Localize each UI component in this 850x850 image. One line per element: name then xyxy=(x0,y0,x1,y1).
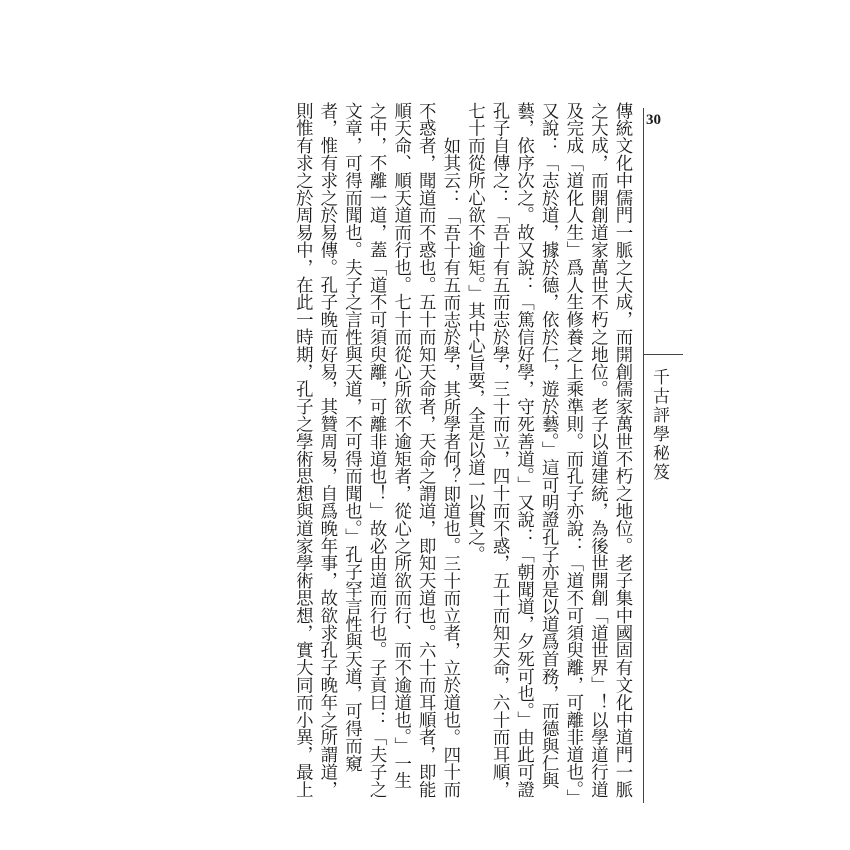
margin-rule xyxy=(643,108,644,803)
vertical-text-body xyxy=(206,102,634,802)
paragraph-1: 傳統文化中儒門一脈之大成，而開創儒家萬世不朽之地位。老子集中國固有文化中道門一脈之大成，而開創道家萬世不朽之地位。老子以道建統，為後世開創「道世界」！以學道行道及完成「道化人生」爲人生修養之上乘準則。而孔子亦說：「道不可須臾離，可離非道也。」又說：「志於道，據於德，依於仁，遊於藝。」這可明證孔子亦是以道爲首務，而德與仁與藝，依序次之。故又說：「篤信好學，守死善道。」又說：「朝聞道，夕死可也。」由此可證孔子自傳之：「吾十有五而志於學，三十而立，四十而不惑，五十而知天命，六十而耳順，七十而從所心欲不逾矩。」其中心旨要，全是以道一以貫之。 xyxy=(464,102,632,798)
page-number: 30 xyxy=(646,112,661,128)
paragraph-2: 如其云：「吾十有五而志於學，其所學者何？即道也。三十而立者，立於道也。四十而不惑者，聞道而不惑也。五十而知天命者，天命之謂道，即知天道也。六十而耳順者，即能順天命、順天道而行也。七十而從心所欲不逾矩者，從心之所欲而行、而不逾道也。」一生之中，不離一道，蓋「道不可須臾離，可離非道也！」故必由道而行也。子貢曰：「夫子之文章，可得而聞也。夫子之言性與天道，不可得而聞也。」孔子罕言性與天道，可得而窺者，惟有求之於易傳。孔子晚而好易，其贊周易，自爲晚年事，故欲求孔子晚年之所謂道，則惟有求之於周易中，在此一時期，孔子之學術思想與道家學術思想，實大同而小異，最上 xyxy=(292,102,460,798)
section-rule xyxy=(643,354,683,355)
running-title: 千古評學秘笈 xyxy=(649,368,669,482)
